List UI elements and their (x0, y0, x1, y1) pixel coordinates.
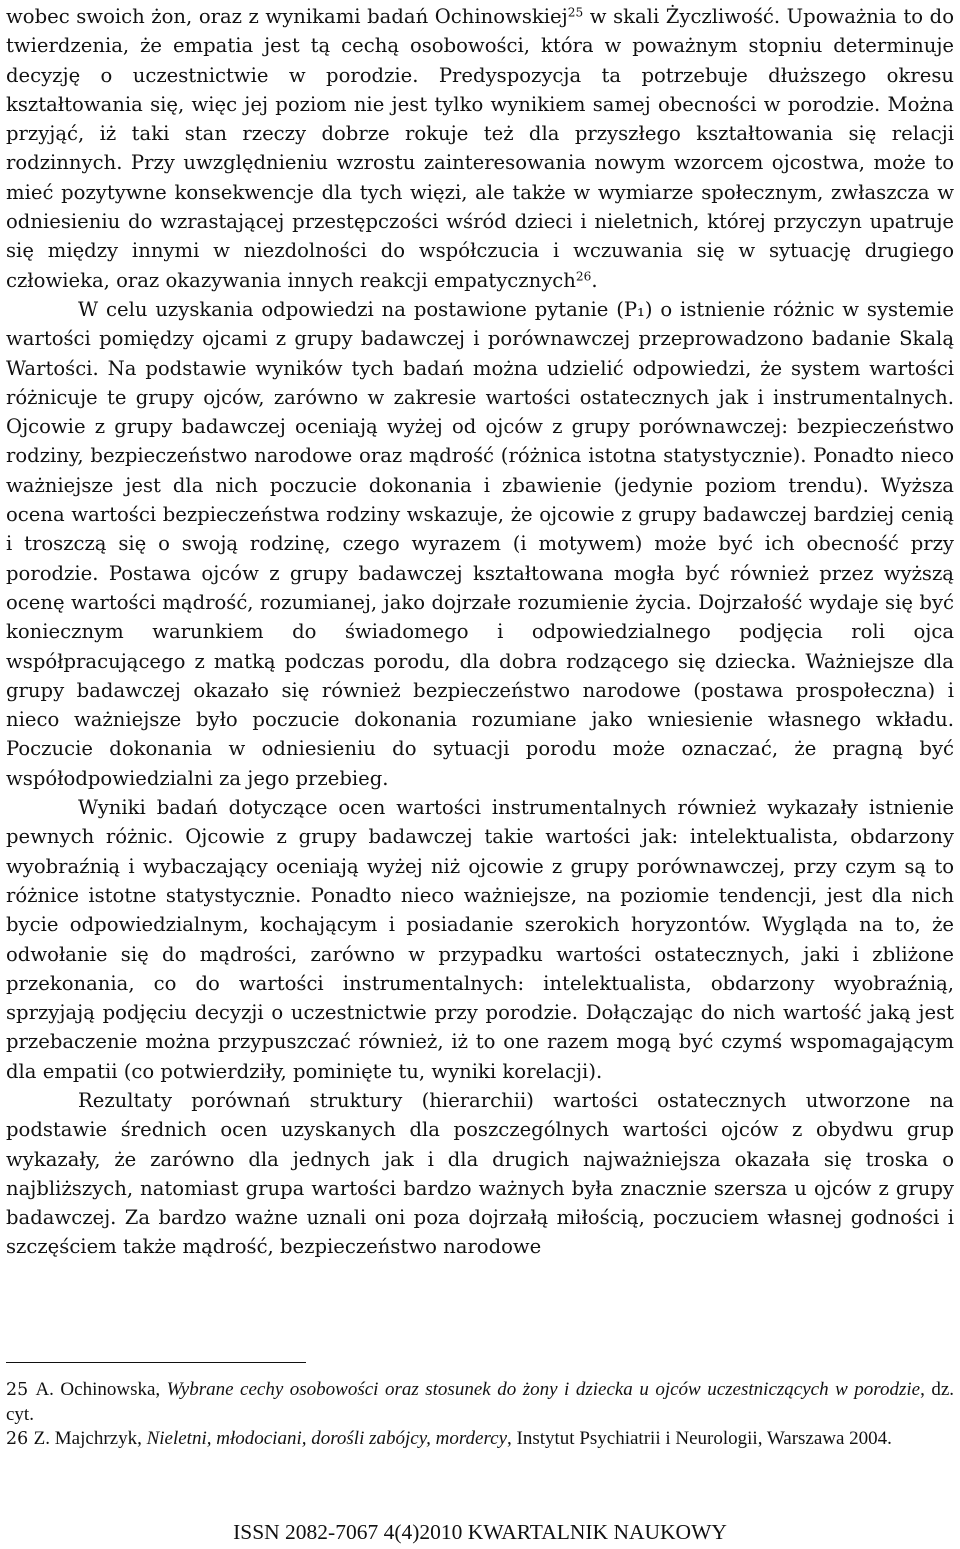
footnotes (6, 1378, 954, 1452)
footnote-title: Wybrane cechy osobowości oraz stosunek do żony i dziecka u ojców uczestniczących w porodzie (166, 1379, 921, 1400)
footnote-separator (6, 1362, 306, 1363)
footnote-reference: 26 (575, 269, 592, 283)
footnote (6, 1427, 954, 1452)
text-run: W celu uzyskania odpowiedzi na postawione pytanie (P₁) o istnienie różnic w systemie wartości pomiędzy ojcami z grupy badawczej i porównawczej przeprowadzono badanie Skalą Wartości. Na podstawie wyników tych badań można udzielić odpowiedzi, że system wartości różnicuje te grupy ojców, zarówno w zakresie wartości ostatecznych jak i instrumentalnych. Ojcowie z grupy badawczej oceniają wyżej od ojców z grupy porównawczej: bezpieczeństwo rodziny, bezpieczeństwo narodowe oraz mądrość (różnica istotna statystycznie). Ponadto nieco ważniejsze jest dla nich poczucie dokonania i zbawienie (jedynie poziom trendu). Wyższa ocena wartości bezpieczeństwa rodziny wskazuje, że ojcowie z grupy badawczej bardziej cenią i troszczą się o swoją rodzinę, czego wyrazem (i motywem) może być ich obecność przy porodzie. Postawa ojców z grupy badawczej kształtowana mogła być również przez wyższą ocenę wartości mądrość, rozumianej, jako dojrzałe rozumienie życia. Dojrzałość wydaje się być koniecznym warunkiem do świadomego i odpowiedzialnego podjęcia roli ojca współpracującego z matką podczas porodu, dla dobra rodzącego się dziecka. Ważniejsze dla grupy badawczej okazało się również bezpieczeństwo narodowe (postawa prospołeczna) i nieco ważniejsze było poczucie dokonania rozumiane jako wniesienie własnego wkładu. Poczucie dokonania w odniesieniu do sytuacji porodu może oznaczać, że pragną być współodpowiedzialni za jego przebieg. (6, 297, 954, 790)
text-run: w skali Życzliwość. Upoważnia to do twierdzenia, że empatia jest tą cechą osobowości, która w poważnym stopniu determinuje decyzję o uczestnictwie w porodzie. Predyspozycja ta potrzebuje dłuższego okresu kształtowania się, więc jej poziom nie jest tylko wynikiem samej obecności w porodzie. Można przyjąć, iż taki stan rzeczy dobrze rokuje też dla przyszłego kształtowania się relacji rodzinnych. Przy uwzględnieniu wzrostu zainteresowania nowym wzorcem ojcostwa, może to mieć pozytywne konsekwencje dla tych więzi, ale także w wymiarze społecznym, zwłaszcza w odniesieniu do wzrastającej przestępczości wśród dzieci i nieletnich, której przyczyn upatruje się między innymi w niezdolności do współczucia i wczuwania się w sytuację drugiego człowieka, oraz okazywania innych reakcji empatycznych (6, 5, 954, 292)
body-paragraph (6, 295, 954, 793)
footnote (6, 1378, 954, 1427)
page-content (6, 2, 954, 1262)
body-paragraph (6, 2, 954, 295)
footnote-title: Nieletni, młodociani, dorośli zabójcy, mordercy (146, 1428, 508, 1449)
body-paragraph (6, 793, 954, 1086)
footnote-number: 26 (6, 1429, 29, 1449)
text-run: Rezultaty porównań struktury (hierarchii) wartości ostatecznych utworzone na podstawie średnich ocen uzyskanych dla poszczególnych wartości ojców z obydwu grup wykazały, że zarówno dla jednych jak i dla drugich najważniejsza okazała się troska o najbliższych, natomiast grupa wartości bardzo ważnych była znacznie szersza u ojców z grupy badawczej. Za bardzo ważne uznali oni poza dojrzałą miłością, poczuciem własnej godności i szczęściem także mądrość, bezpieczeństwo narodowe (6, 1088, 954, 1259)
footnote-text: A. Ochinowska, (35, 1379, 167, 1400)
footnote-text: , Instytut Psychiatrii i Neurologii, Warszawa 2004. (507, 1428, 892, 1449)
page-footer: ISSN 2082-7067 4(4)2010 KWARTALNIK NAUKOWY (233, 1520, 727, 1544)
footnote-reference: 25 (567, 5, 584, 20)
text-run: . (591, 268, 598, 292)
article-body (6, 2, 954, 1262)
text-run: wobec swoich żon, oraz z wynikami badań Ochinowskiej (6, 5, 568, 28)
footnote-text: Z. Majchrzyk, (33, 1428, 147, 1449)
body-paragraph (6, 1086, 954, 1262)
footnote-number: 25 (6, 1380, 29, 1400)
footnote-text: , dz. cyt. (6, 1379, 955, 1425)
text-run: Wyniki badań dotyczące ocen wartości instrumentalnych również wykazały istnienie pewnych różnic. Ojcowie z grupy badawczej takie wartości jak: intelektualista, obdarzony wyobraźnią i wybaczający oceniają wyżej niż ojcowie z grupy porównawczej, przy czym są to różnice istotne statystycznie. Ponadto nieco ważniejsze, na poziomie tendencji, jest dla nich bycie odpowiedzialnym, kochającym i posiadanie szerokich horyzontów. Wygląda na to, że odwołanie się do mądrości, zarówno w przypadku wartości ostatecznych, jaki i zbliżone przekonania, co do wartości instrumentalnych: intelektualista, obdarzony wyobraźnią, sprzyjają podjęciu decyzji o uczestnictwie przy porodzie. Dołączając do nich wartość jaką jest przebaczenie można przypuszczać również, iż to one razem mogą być czymś wspomagającym dla empatii (co potwierdziły, pominięte tu, wyniki korelacji). (6, 796, 954, 1083)
